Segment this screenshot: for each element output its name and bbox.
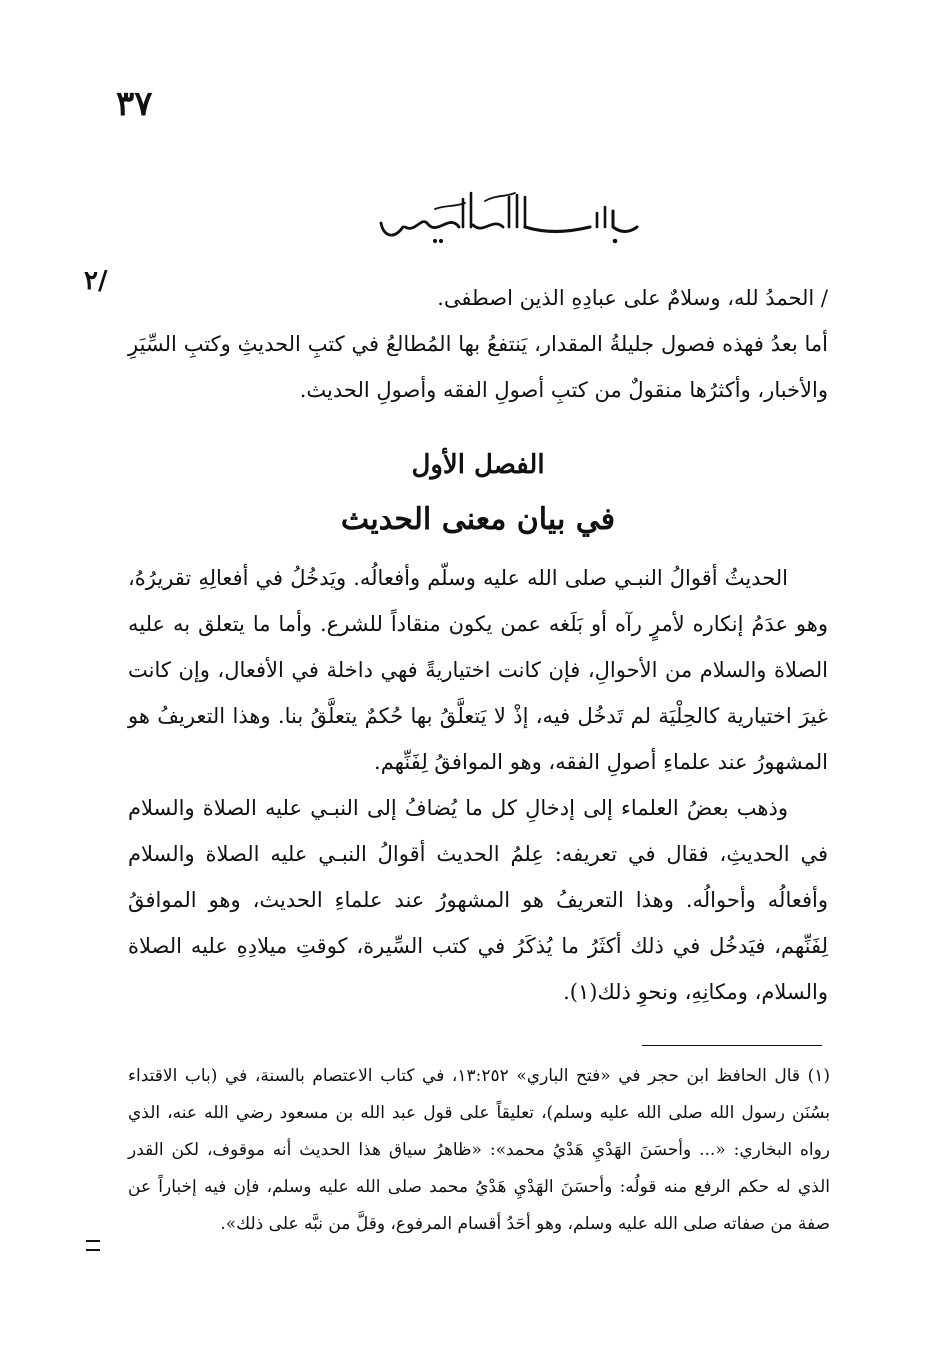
intro-line-2: أما بعدُ فهذه فصول جليلةُ المقدار، يَنتفعُ بها المُطالعُ في كتبِ الحديثِ وكتبِ السِّيَرِ والأخبار، وأكثرُها منقولٌ من كتبِ أصولِ الفقه وأصولِ الحديث. bbox=[128, 332, 828, 402]
margin-page-reference: ٢/ bbox=[84, 266, 108, 296]
main-text bbox=[128, 555, 828, 1015]
margin-mark bbox=[86, 1240, 100, 1251]
chapter-title: الفصل الأول bbox=[411, 450, 545, 480]
paragraph-2: وذهب بعضُ العلماء إلى إدخالِ كل ما يُضافُ إلى النبـي عليه الصلاة والسلام في الحديثِ، فقال في تعريفه: عِلمُ الحديث أقوالُ النبـي عليه الصلاة والسلام وأفعالُه وأحوالُه. وهذا التعريفُ هو المشهورُ عند علماءِ الحديث، وهو الموافقُ لِفَنِّهم، فيَدخُل في ذلك أكثَرُ ما يُذكَرُ في كتب السِّيرة، كوقتِ ميلادِهِ عليه الصلاة والسلام، ومكانِهِ، ونحوِ ذلك(١). bbox=[128, 796, 828, 1004]
footnotes bbox=[128, 1058, 830, 1243]
paragraph-1: الحديثُ أقوالُ النبـي صلى الله عليه وسلّم وأفعالُه. ويَدخُلُ في أفعالِهِ تقريرُهُ، وهو عدَمُ إنكاره لأمرٍ رآه أو بَلَغه عمن يكون منقاداً للشرع. وأما ما يتعلق به عليه الصلاة والسلام من الأحوالِ، فإن كانت اختياريةً فهي داخلة في الأفعال، وإن كانت غيرَ اختيارية كالحِلْيَة لم تَدخُل فيه، إذْ لا يَتعلَّقُ بها حُكمٌ يتعلَّقُ بنا. وهذا التعريفُ هو المشهورُ عند علماءِ أصولِ الفقه، وهو الموافقُ لِفَنِّهم. bbox=[128, 566, 828, 774]
intro-text bbox=[128, 275, 828, 413]
footnote-separator bbox=[642, 1045, 822, 1046]
basmala-calligraphy bbox=[375, 183, 645, 253]
page-number: ٣٧ bbox=[116, 84, 153, 124]
intro-line-1: / الحمدُ لله، وسلامٌ على عبادِهِ الذين اصطفى. bbox=[437, 286, 828, 310]
chapter-subtitle: في بيان معنى الحديث bbox=[340, 502, 616, 537]
footnote-1: (١) قال الحافظ ابن حجر في «فتح الباري» ١٣:٢٥٢، في كتاب الاعتصام بالسنة، في (باب الاقتداء بسُنَن رسول الله صلى الله عليه وسلم)، تعليقاً على قول عبد الله بن مسعود رضي الله عنه، الذي رواه البخاري: «... وأحسَنَ الهَدْيِ هَدْيُ محمد»: «ظاهرُ سياق هذا الحديث أنه موقوف، لكن القدر الذي له حكم الرفع منه قولُه: وأحسَنَ الهَدْيِ هَدْيُ محمد صلى الله عليه وسلم، فإن فيه إخباراً عن صفة من صفاته صلى الله عليه وسلم، وهو أحَدُ أقسام المرفوع، وقلَّ من نبَّه على ذلك». bbox=[128, 1066, 830, 1234]
